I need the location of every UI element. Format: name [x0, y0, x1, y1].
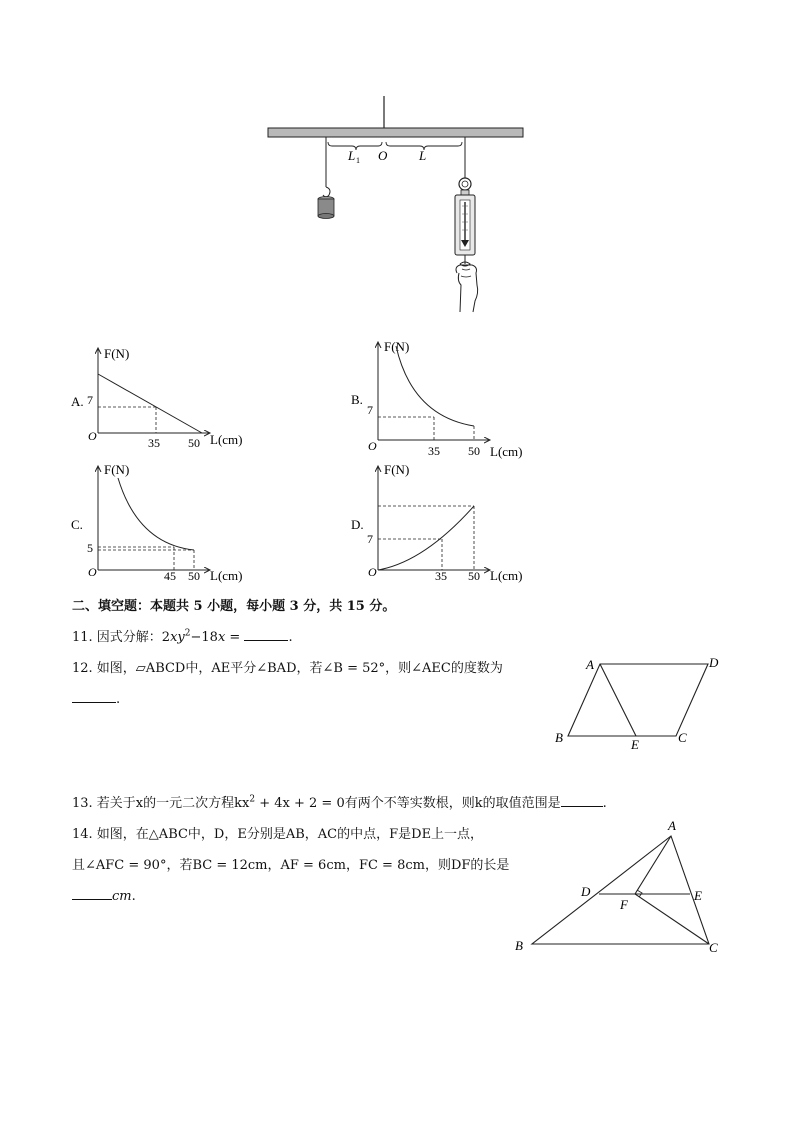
- option-label-d: D.: [351, 517, 364, 532]
- q14-end: .: [131, 889, 136, 904]
- graph-d: [351, 462, 522, 583]
- x-tick-a-2: 50: [188, 436, 200, 450]
- q14-label-f: F: [620, 897, 628, 912]
- x-tick-c-2: 50: [188, 569, 200, 583]
- q14-label-c: C: [709, 940, 718, 955]
- x-tick-d-1: 35: [435, 569, 447, 583]
- y-axis-label-a: F(N): [104, 346, 130, 361]
- q11-expr-b: −18: [190, 630, 218, 645]
- q13-sup: 2: [249, 794, 256, 805]
- q12-label-b: B: [555, 730, 563, 745]
- triangle-figure: [510, 818, 730, 958]
- question-13: [72, 792, 607, 811]
- graph-c: [71, 462, 242, 583]
- q11-end: .: [288, 630, 293, 645]
- q14-answer-blank[interactable]: [72, 887, 112, 900]
- x-tick-b-1: 35: [428, 444, 440, 458]
- graph-a: [71, 346, 242, 450]
- q11-answer-blank[interactable]: [244, 628, 288, 641]
- question-11: [72, 626, 293, 645]
- option-label-c: C.: [71, 517, 83, 532]
- lever-bar: [268, 128, 523, 137]
- question-14-line-3: [72, 887, 136, 904]
- option-label-b: B.: [351, 392, 363, 407]
- origin-a: O: [88, 429, 97, 443]
- q12-label-a: A: [586, 657, 594, 672]
- q14-label-a: A: [668, 818, 676, 833]
- q13-text-b: + 4x + 2 = 0有两个不等实数根，则k的取值范围是: [255, 796, 561, 811]
- q11-sup: 2: [184, 628, 191, 639]
- q13-end: .: [602, 796, 607, 811]
- q13-answer-blank[interactable]: [561, 794, 603, 807]
- y-tick-b: 7: [367, 403, 373, 417]
- q11-suffix: =: [225, 630, 245, 645]
- origin-c: O: [88, 565, 97, 579]
- q14-label-d: D: [581, 884, 591, 899]
- y-tick-d: 7: [367, 532, 373, 546]
- q12-end: .: [116, 692, 121, 707]
- q12-label-e: E: [631, 737, 639, 752]
- y-axis-label-b: F(N): [384, 339, 410, 354]
- q13-text-a: 13. 若关于x的一元二次方程kx: [72, 796, 250, 811]
- label-l1-sub: 1: [356, 156, 360, 165]
- q12-answer-blank[interactable]: [72, 690, 116, 703]
- label-l1: L: [348, 148, 356, 163]
- question-12: 12. 如图，▱ABCD中，AE平分∠BAD，若∠B = 52°，则∠AEC的度数为: [72, 661, 503, 676]
- origin-d: O: [368, 565, 377, 579]
- x-tick-b-2: 50: [468, 444, 480, 458]
- x-axis-label-d: L(cm): [490, 568, 523, 583]
- weight-icon: [318, 197, 334, 219]
- hand-icon: [456, 265, 478, 312]
- x-axis-label-a: L(cm): [210, 432, 243, 447]
- x-tick-c-1: 45: [164, 569, 176, 583]
- q14-unit: cm: [112, 889, 132, 904]
- parallelogram-figure: [552, 652, 724, 752]
- question-14-line-2: 且∠AFC = 90°，若BC = 12cm，AF = 6cm，FC = 8cm，则DF的长是: [72, 858, 510, 873]
- q14-label-b: B: [515, 938, 523, 953]
- y-tick-c: 5: [87, 541, 93, 555]
- q11-prefix: 11. 因式分解：2: [72, 630, 171, 645]
- option-label-a: A.: [71, 394, 84, 409]
- q11-expr-c: x: [217, 630, 226, 645]
- x-tick-d-2: 50: [468, 569, 480, 583]
- y-axis-label-c: F(N): [104, 462, 130, 477]
- q12-label-d: D: [709, 655, 719, 670]
- q14-label-e: E: [694, 888, 702, 903]
- x-axis-label-b: L(cm): [490, 444, 523, 459]
- x-tick-a-1: 35: [148, 436, 160, 450]
- label-l: L: [419, 148, 427, 163]
- q12-label-c: C: [678, 730, 687, 745]
- q11-expr-a: xy: [170, 630, 185, 645]
- section-heading: 二、填空题：本题共 5 小题，每小题 3 分，共 15 分。: [72, 599, 396, 614]
- option-graphs: [64, 336, 544, 588]
- x-axis-label-c: L(cm): [210, 568, 243, 583]
- origin-b: O: [368, 439, 377, 453]
- y-axis-label-d: F(N): [384, 462, 410, 477]
- spring-scale-icon: [455, 178, 475, 266]
- lever-figure: [260, 92, 535, 314]
- graph-b: [351, 339, 522, 459]
- y-tick-a: 7: [87, 393, 93, 407]
- label-o: O: [378, 148, 388, 163]
- question-12-blank-line: [72, 690, 120, 707]
- question-14-line-1: 14. 如图，在△ABC中，D，E分别是AB，AC的中点，F是DE上一点，: [72, 827, 484, 842]
